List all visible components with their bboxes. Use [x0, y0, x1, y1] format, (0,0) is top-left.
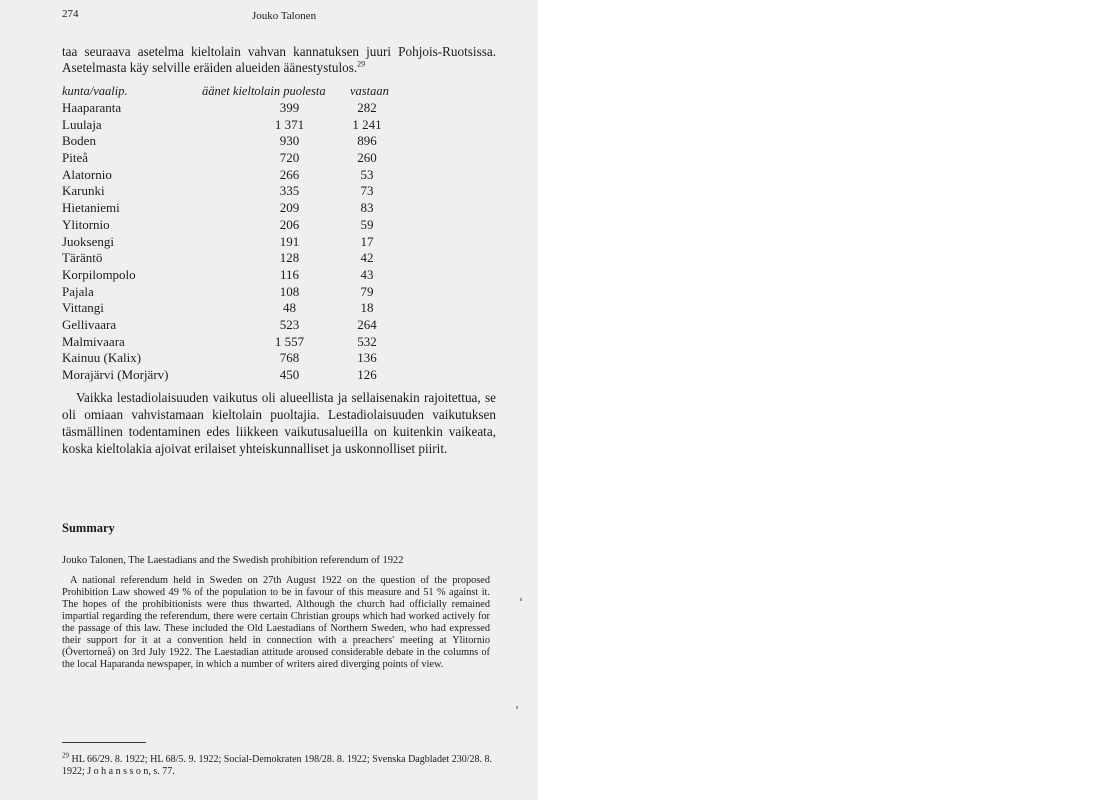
votes-for-cell: 450 — [279, 367, 300, 382]
table-row — [62, 317, 392, 334]
votes-against-cell: 126 — [357, 367, 377, 382]
page-number: 274 — [62, 8, 79, 20]
municipality-cell: Morajärvi (Morjärv) — [62, 367, 169, 382]
municipality-cell: Kainuu (Kalix) — [62, 350, 142, 366]
votes-for-cell: 266 — [279, 166, 300, 182]
paper-speck — [520, 598, 522, 601]
summary-heading: Summary — [62, 521, 115, 535]
votes-against-cell: 532 — [357, 333, 377, 349]
table-row — [62, 133, 392, 150]
table-row — [62, 350, 392, 367]
table-row — [62, 300, 392, 317]
votes-for-cell: 209 — [279, 200, 300, 216]
votes-for-cell: 1 371 — [274, 116, 305, 132]
running-head: Jouko Talonen — [252, 10, 317, 22]
table-row — [62, 150, 392, 167]
votes-for-cell: 108 — [279, 283, 300, 299]
municipality-cell: Boden — [62, 133, 96, 149]
municipality-cell: Haaparanta — [62, 100, 122, 115]
votes-for-cell: 720 — [279, 150, 300, 166]
votes-against-cell: 17 — [360, 233, 374, 249]
municipality-cell: Vittangi — [62, 300, 104, 316]
book-page — [0, 0, 538, 800]
footnote-text: HL 66/29. 8. 1922; HL 68/5. 9. 1922; Social-Demokraten 198/28. 8. 1922; Svenska Dagbladet 230/28. 8. 1922; J o h a n s s o n, s. 77. — [62, 754, 492, 777]
votes-for-cell: 930 — [279, 133, 300, 149]
votes-for-cell: 335 — [279, 183, 300, 199]
intro-paragraph — [62, 44, 496, 76]
votes-for-cell: 206 — [279, 216, 300, 232]
header-votes-against: vastaan — [350, 84, 389, 98]
summary-subtitle: Jouko Talonen, The Laestadians and the Swedish prohibition referendum of 1922 — [62, 555, 404, 566]
municipality-cell: Hietaniemi — [62, 200, 120, 216]
header-municipality: kunta/vaalip. — [62, 84, 128, 98]
table-row — [62, 200, 392, 217]
table-row — [62, 334, 392, 351]
footnote-mark: 29 — [62, 751, 69, 760]
table-row — [62, 234, 392, 251]
header-votes-for: äänet kieltolain puolesta — [202, 84, 326, 98]
votes-against-cell: 83 — [360, 200, 374, 216]
body-paragraph: Vaikka lestadiolaisuuden vaikutus oli alueellista ja sellaisenakin rajoitettua, se oli omiaan vahvistamaan kieltolain puoltajia. Lestadiolaisuuden vaikutuksen täsmällinen todentaminen edes liikkeen vaikutusalueilla on kuitenkin vaikeata, koska kieltolakia ajoivat erilaiset yhteiskunnalliset ja uskonnolliset piirit. — [62, 390, 496, 456]
votes-against-cell: 73 — [360, 183, 374, 199]
votes-against-cell: 264 — [357, 316, 377, 332]
table-row — [62, 367, 392, 384]
table-row — [62, 267, 392, 284]
votes-against-cell: 18 — [360, 300, 374, 316]
paper-speck — [516, 706, 518, 709]
summary-paragraph: A national referendum held in Sweden on 27th August 1922 on the question of the proposed Prohibition Law showed 49 % of the population to be in favour of this measure and 51 % against it. The hopes of the prohibitionists were thus thwarted. Although the church had officially remained impartial regarding the referendum, there were certain Christian groups which had worked actively for the passage of this law. These included the Old Laestadians of Northern Sweden, who had expressed their support for it at a convention held in connection with a preachers' meeting at Ylitornio (Övertorneå) on 3rd July 1922. The Laestadian attitude aroused considerable debate in the columns of the local Haparanda newspaper, in which a number of writers aired diverging points of view. — [62, 575, 490, 670]
table-row — [62, 183, 392, 200]
votes-against-cell: 896 — [357, 133, 377, 149]
votes-for-cell: 768 — [279, 350, 300, 366]
municipality-cell: Korpilompolo — [62, 266, 136, 282]
municipality-cell: Ylitornio — [62, 216, 110, 232]
municipality-cell: Gellivaara — [62, 316, 117, 332]
table-row — [62, 217, 392, 234]
votes-against-cell: 42 — [360, 250, 374, 266]
table-body — [62, 100, 392, 384]
footnote — [62, 751, 492, 778]
municipality-cell: Täräntö — [62, 250, 103, 266]
municipality-cell: Juoksengi — [62, 233, 114, 249]
intro-text: taa seuraava asetelma kieltolain vahvan kannatuksen juuri Pohjois-Ruotsissa. Asetelmasta käy selville eräiden alueiden äänestystulos. — [62, 44, 496, 75]
referendum-results-table — [62, 84, 392, 384]
votes-for-cell: 1 557 — [274, 333, 305, 349]
municipality-cell: Karunki — [62, 183, 105, 199]
votes-for-cell: 48 — [283, 300, 296, 316]
table-row — [62, 100, 392, 117]
municipality-cell: Piteå — [62, 150, 88, 166]
footnote-divider — [62, 742, 146, 743]
municipality-cell: Malmivaara — [62, 333, 125, 349]
votes-against-cell: 43 — [360, 266, 374, 282]
votes-for-cell: 523 — [279, 316, 300, 332]
votes-against-cell: 260 — [357, 150, 377, 166]
votes-against-cell: 53 — [360, 166, 374, 182]
votes-for-cell: 399 — [279, 100, 300, 115]
municipality-cell: Alatornio — [62, 166, 112, 182]
votes-for-cell: 128 — [279, 250, 300, 266]
table-header-row — [62, 84, 392, 100]
votes-for-cell: 191 — [279, 233, 300, 249]
votes-against-cell: 1 241 — [352, 116, 382, 132]
municipality-cell: Pajala — [62, 283, 94, 299]
table-row — [62, 250, 392, 267]
table-row — [62, 167, 392, 184]
table-row — [62, 284, 392, 301]
table-row — [62, 117, 392, 134]
votes-for-cell: 116 — [279, 266, 300, 282]
votes-against-cell: 282 — [357, 100, 377, 115]
footnote-reference: 29 — [357, 59, 366, 69]
votes-against-cell: 136 — [357, 350, 377, 366]
votes-against-cell: 79 — [360, 283, 374, 299]
municipality-cell: Luulaja — [62, 116, 102, 132]
votes-against-cell: 59 — [360, 216, 374, 232]
